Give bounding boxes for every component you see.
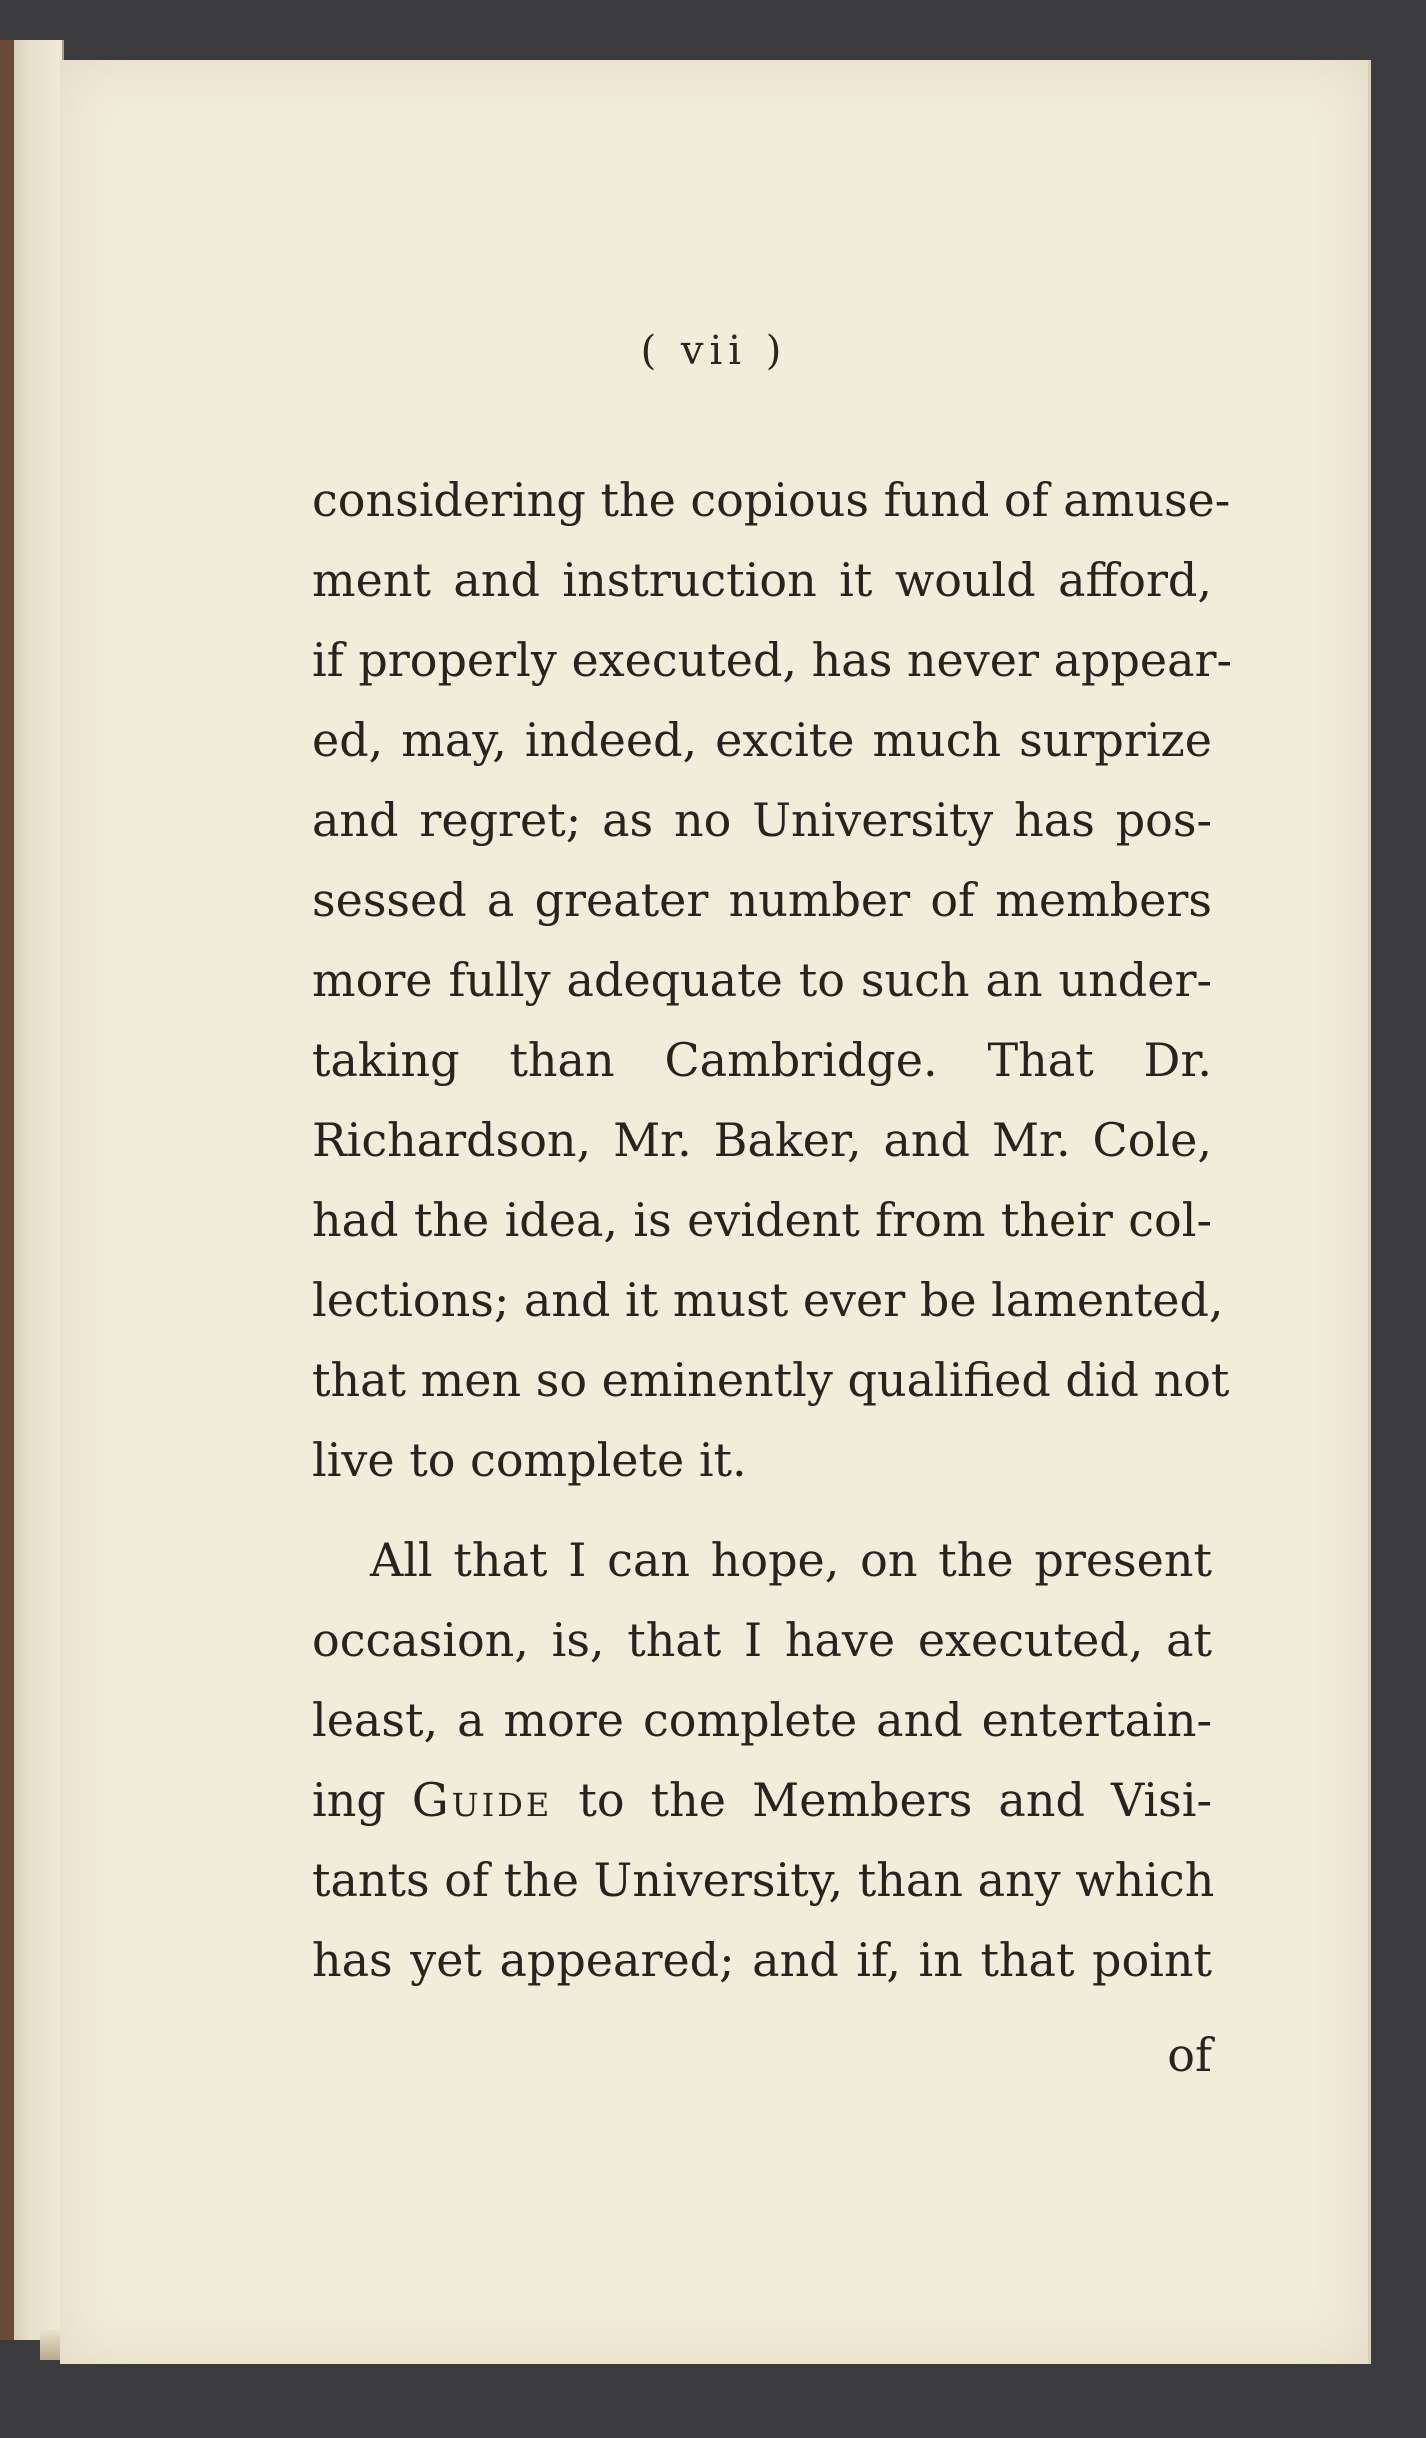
text-line: occasion, is, that I have executed, at (312, 1613, 1212, 1667)
book-page (60, 60, 1371, 2364)
text-segment: ing (312, 1773, 412, 1827)
text-segment: to the Members and Visi- (552, 1773, 1212, 1827)
binding-edge (0, 40, 14, 2340)
page-number: ( vii ) (640, 328, 788, 374)
text-line: has yet appeared; and if, in that point (312, 1933, 1212, 1987)
text-line: sessed a greater number of members (312, 873, 1212, 927)
text-line: Richardson, Mr. Baker, and Mr. Cole, (312, 1113, 1212, 1167)
text-line: and regret; as no University has pos- (312, 793, 1212, 847)
text-line: tants of the University, than any which (312, 1853, 1215, 1907)
text-line: All that I can hope, on the present (370, 1533, 1212, 1587)
text-line: more fully adequate to such an under- (312, 953, 1212, 1007)
text-line: lections; and it must ever be lamented, (312, 1273, 1224, 1327)
catchword: of (1167, 2028, 1212, 2082)
text-line: if properly executed, has never appear- (312, 633, 1233, 687)
smallcaps-word: Guide (411, 1773, 553, 1827)
text-line: live to complete it. (312, 1433, 747, 1487)
text-line: taking than Cambridge. That Dr. (312, 1033, 1212, 1087)
text-line: had the idea, is evident from their col- (312, 1193, 1212, 1247)
text-line: considering the copious fund of amuse- (312, 473, 1231, 527)
text-line-with-smallcaps (312, 1760, 1212, 1840)
text-line: ment and instruction it would afford, (312, 553, 1212, 607)
text-line: ed, may, indeed, excite much surprize (312, 713, 1212, 767)
text-line: that men so eminently qualified did not (312, 1353, 1230, 1407)
text-line: least, a more complete and entertain- (312, 1693, 1212, 1747)
